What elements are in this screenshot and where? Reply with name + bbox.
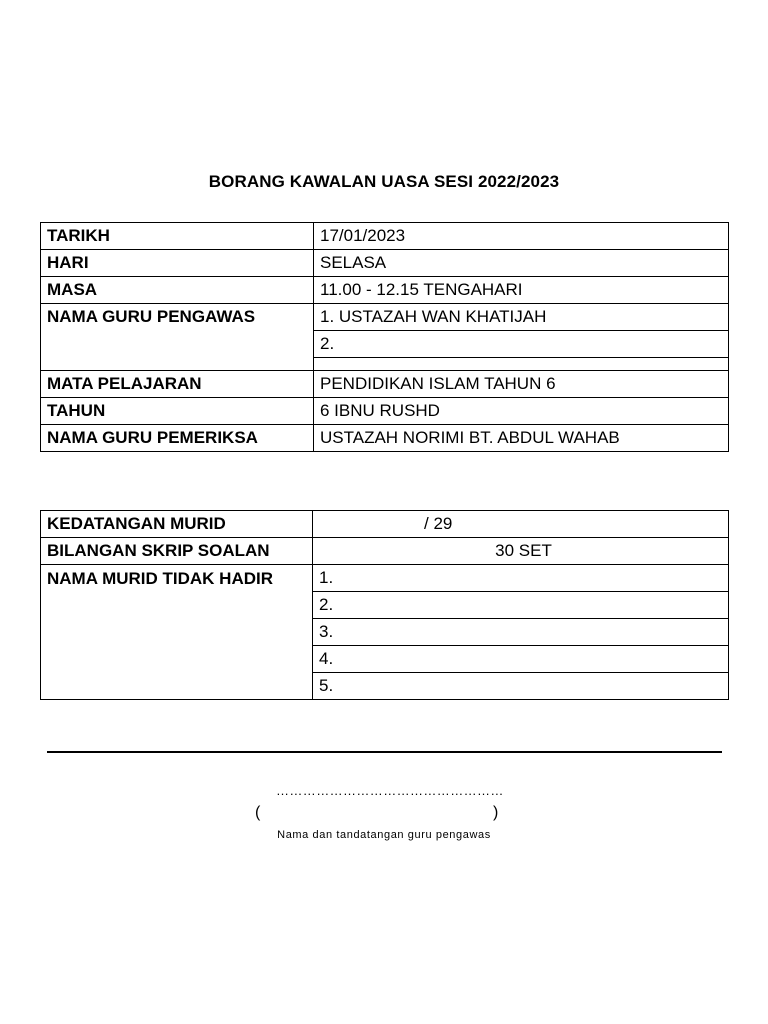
pengawas-1-value: 1. USTAZAH WAN KHATIJAH [314,304,729,331]
skrip-label: BILANGAN SKRIP SOALAN [41,538,313,565]
pemeriksa-label: NAMA GURU PEMERIKSA [41,425,314,452]
subjek-value: PENDIDIKAN ISLAM TAHUN 6 [314,371,729,398]
signature-paren-open: ( [255,804,261,821]
pengawas-label: NAMA GURU PENGAWAS [41,304,314,371]
tahun-label: TAHUN [41,398,314,425]
absent-row-2: 2. [313,592,729,619]
tarikh-value: 17/01/2023 [314,223,729,250]
hari-label: HARI [41,250,314,277]
blank-cell [314,358,729,371]
table-row [41,538,729,565]
masa-label: MASA [41,277,314,304]
signature-paren-close: ) [493,804,499,821]
table-row [41,371,729,398]
tahun-value: 6 IBNU RUSHD [314,398,729,425]
absent-row-5: 5. [313,673,729,700]
table-row [41,398,729,425]
pengawas-2-value: 2. [314,331,729,358]
table-row [41,223,729,250]
table-row [41,250,729,277]
attendance-table [40,510,729,700]
absent-row-4: 4. [313,646,729,673]
table-row [41,425,729,452]
divider-line [47,751,722,753]
absent-row-3: 3. [313,619,729,646]
skrip-value: 30 SET [313,538,729,565]
signature-dots: …………………………………………… [276,783,504,798]
absent-row-1: 1. [313,565,729,592]
form-title: BORANG KAWALAN UASA SESI 2022/2023 [208,172,560,191]
table-row [41,565,729,592]
tarikh-label: TARIKH [41,223,314,250]
subjek-label: MATA PELAJARAN [41,371,314,398]
hari-value: SELASA [314,250,729,277]
kedatangan-label: KEDATANGAN MURID [41,511,313,538]
kedatangan-value: / 29 [313,511,729,538]
signature-caption: Nama dan tandatangan guru pengawas [277,829,491,841]
masa-value: 11.00 - 12.15 TENGAHARI [314,277,729,304]
table-row [41,511,729,538]
table-row [41,304,729,331]
absent-label: NAMA MURID TIDAK HADIR [41,565,313,700]
pemeriksa-value: USTAZAH NORIMI BT. ABDUL WAHAB [314,425,729,452]
table-row [41,277,729,304]
exam-info-table [40,222,729,452]
